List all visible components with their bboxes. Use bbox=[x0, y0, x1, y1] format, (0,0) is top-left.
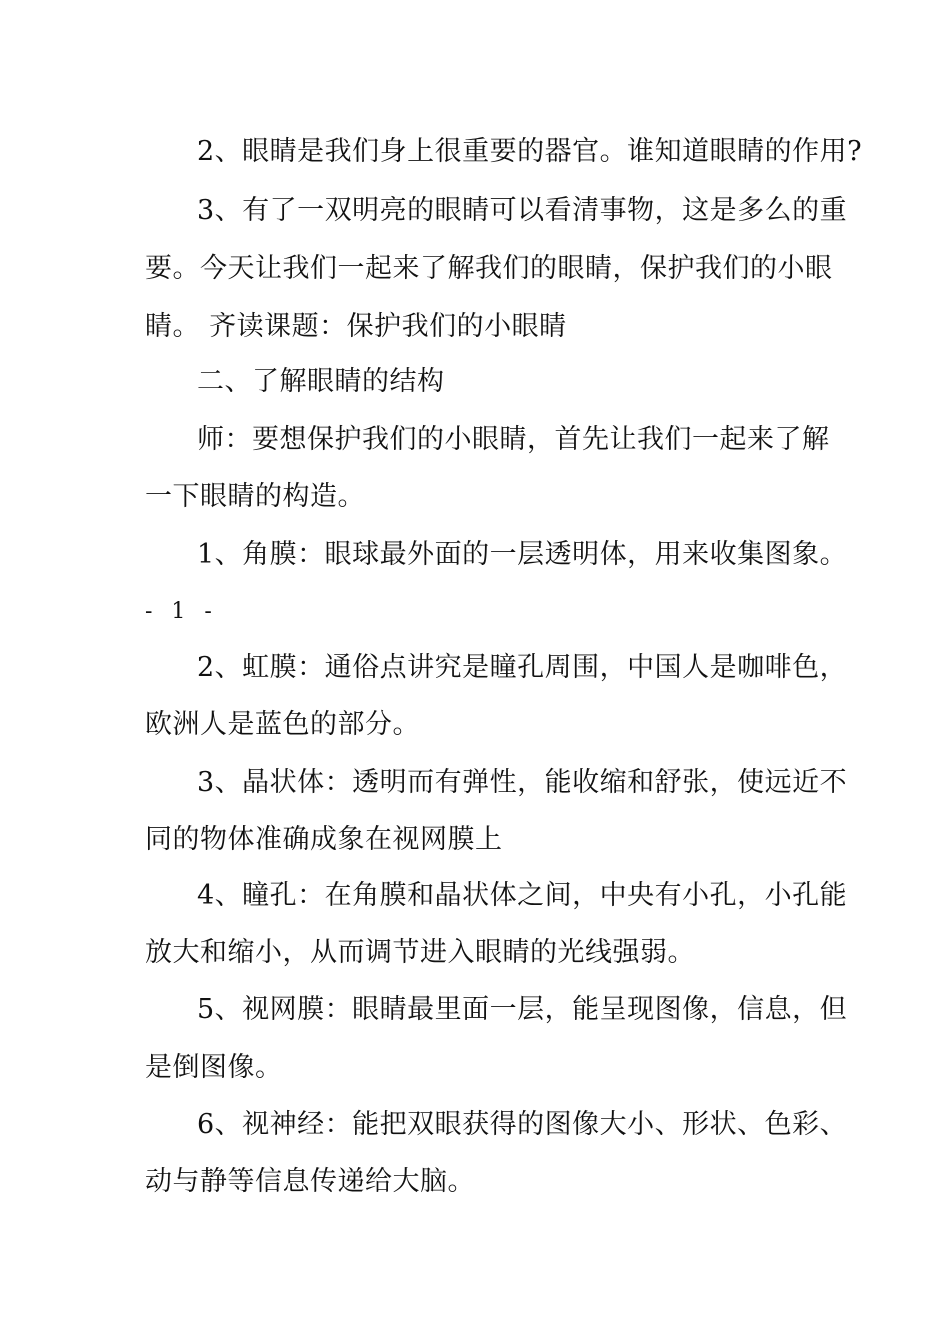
paragraph-line: 欧洲人是蓝色的部分。 bbox=[145, 709, 420, 740]
paragraph-line: 2、眼睛是我们身上很重要的器官。谁知道眼睛的作用? bbox=[197, 136, 863, 167]
section-heading: 二、了解眼睛的结构 bbox=[197, 366, 445, 397]
paragraph-line: 一下眼睛的构造。 bbox=[145, 481, 365, 512]
paragraph-line: 3、有了一双明亮的眼睛可以看清事物，这是多么的重 bbox=[197, 195, 848, 226]
paragraph-line: 2、虹膜：通俗点讲究是瞳孔周围，中国人是咖啡色， bbox=[197, 652, 848, 683]
paragraph-line: 4、瞳孔：在角膜和晶状体之间，中央有小孔，小孔能 bbox=[197, 880, 848, 911]
paragraph-line: 要。今天让我们一起来了解我们的眼睛，保护我们的小眼 bbox=[145, 253, 833, 284]
paragraph-line: 5、视网膜：眼睛最里面一层，能呈现图像，信息，但 bbox=[197, 994, 848, 1025]
paragraph-line: 同的物体准确成象在视网膜上 bbox=[145, 824, 503, 855]
page-number: - 1 - bbox=[145, 599, 218, 624]
paragraph-line: 动与静等信息传递给大脑。 bbox=[145, 1166, 475, 1197]
paragraph-line: 师：要想保护我们的小眼睛，首先让我们一起来了解 bbox=[197, 424, 830, 455]
paragraph-line: 是倒图像。 bbox=[145, 1052, 283, 1083]
paragraph-line: 6、视神经：能把双眼获得的图像大小、形状、色彩、 bbox=[197, 1109, 848, 1140]
paragraph-line: 3、晶状体：透明而有弹性，能收缩和舒张，使远近不 bbox=[197, 767, 848, 798]
paragraph-line: 放大和缩小，从而调节进入眼睛的光线强弱。 bbox=[145, 937, 695, 968]
paragraph-line: 睛。 齐读课题：保护我们的小眼睛 bbox=[145, 311, 567, 342]
paragraph-line: 1、角膜：眼球最外面的一层透明体，用来收集图象。 bbox=[197, 539, 848, 570]
